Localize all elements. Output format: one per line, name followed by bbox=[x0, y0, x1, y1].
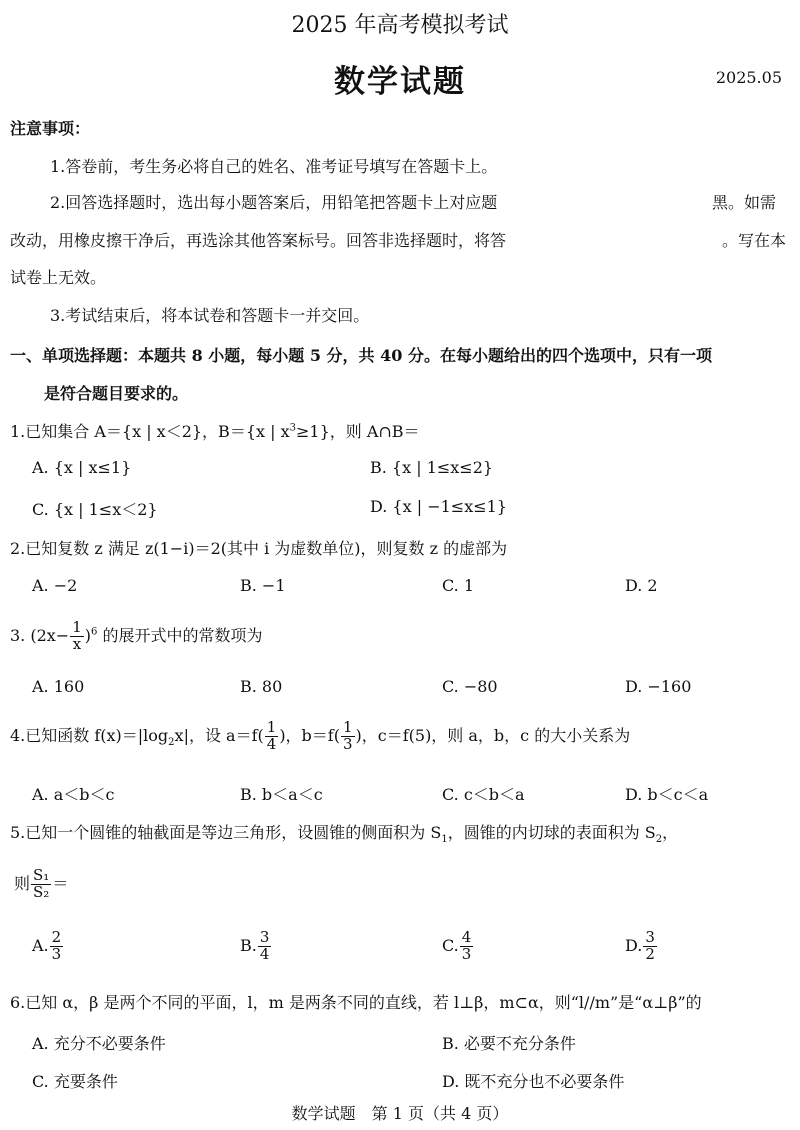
q1-option-a: A. {x | x≤1} bbox=[32, 458, 132, 477]
q3-option-c: C. −80 bbox=[442, 677, 498, 696]
q3-stem-c: 的展开式中的常数项为 bbox=[97, 625, 263, 645]
q5-option-c-denominator: 3 bbox=[461, 944, 472, 963]
q3-option-d: D. −160 bbox=[625, 677, 692, 696]
q1-stem-a: 1.已知集合 A＝{x | x＜2}，B＝{x | x bbox=[10, 422, 290, 441]
q6-option-d: D. 既不充分也不必要条件 bbox=[442, 1072, 625, 1091]
q5-option-b-denominator: 4 bbox=[259, 944, 270, 963]
q2-option-a: A. −2 bbox=[32, 576, 78, 595]
q5-option-b-numerator: 3 bbox=[259, 928, 270, 946]
exam-subtitle: 2025 年高考模拟考试 bbox=[291, 13, 509, 38]
q1-stem bbox=[10, 419, 420, 442]
q4-option-a: A. a＜b＜c bbox=[32, 785, 115, 804]
section-1-heading-line-1: 一、单项选择题：本题共 8 小题，每小题 5 分，共 40 分。在每小题给出的四个选项中，只有一项 bbox=[10, 346, 712, 365]
notice-item-1: 1.答卷前，考生务必将自己的姓名、准考证号填写在答题卡上。 bbox=[50, 157, 498, 176]
q5-stem-ratio bbox=[14, 868, 68, 901]
q5-option-d-denominator: 2 bbox=[645, 944, 655, 963]
q5-subscript-2: 2 bbox=[655, 834, 663, 846]
q4-option-d: D. b＜c＜a bbox=[625, 785, 709, 804]
page-footer: 数学试题 第 1 页（共 4 页） bbox=[291, 1104, 509, 1123]
notice-occlusion bbox=[566, 180, 710, 256]
q6-option-b: B. 必要不充分条件 bbox=[442, 1034, 576, 1053]
q3-fraction-denominator: x bbox=[72, 634, 82, 653]
q4-fraction-1-denominator: 4 bbox=[266, 734, 277, 753]
q5-option-b bbox=[240, 930, 272, 963]
section-1-heading-line-2: 是符合题目要求的。 bbox=[44, 384, 189, 403]
q5-option-d-label: D. bbox=[625, 935, 643, 955]
q3-fraction-numerator: 1 bbox=[72, 618, 82, 636]
q5-option-c-fraction bbox=[460, 930, 474, 963]
q1-stem-b: ≥1}，则 A∩B＝ bbox=[295, 422, 420, 441]
q5-option-d-numerator: 3 bbox=[645, 928, 655, 946]
q5-option-a-numerator: 2 bbox=[51, 928, 62, 946]
q4-fraction-2-numerator: 1 bbox=[342, 718, 353, 736]
q5-option-b-fraction bbox=[258, 930, 272, 963]
q4-stem-a: 4.已知函数 f(x)＝|log bbox=[10, 725, 169, 745]
q1-option-c: C. {x | 1≤x＜2} bbox=[32, 500, 158, 519]
q5-option-c bbox=[442, 930, 474, 963]
q1-option-b: B. {x | 1≤x≤2} bbox=[370, 458, 494, 477]
q3-stem-b: ) bbox=[84, 625, 91, 645]
q4-option-b: B. b＜a＜c bbox=[240, 785, 323, 804]
q5-stem bbox=[10, 820, 678, 845]
q5-option-d bbox=[625, 930, 658, 963]
q4-stem bbox=[10, 720, 630, 753]
q5-subscript-1: 1 bbox=[441, 834, 448, 846]
q1-exponent: 3 bbox=[289, 422, 296, 434]
notice-item-2-line-3: 试卷上无效。 bbox=[10, 268, 107, 287]
q4-option-c: C. c＜b＜a bbox=[442, 785, 525, 804]
q6-stem: 6.已知 α，β 是两个不同的平面，l，m 是两条不同的直线，若 l⊥β，m⊂α，则“l//m”是“α⊥β”的 bbox=[10, 993, 702, 1012]
q5-option-c-label: C. bbox=[442, 935, 459, 955]
notice-item-3: 3.考试结束后，将本试卷和答题卡一并交回。 bbox=[50, 306, 370, 325]
q5-option-b-label: B. bbox=[240, 935, 257, 955]
q2-option-b: B. −1 bbox=[240, 576, 286, 595]
q5-stem-b: ，圆锥的内切球的表面积为 S bbox=[447, 823, 656, 842]
q5-option-a bbox=[32, 930, 64, 963]
q3-stem-a: 3. (2x− bbox=[10, 625, 70, 645]
q3-option-b: B. 80 bbox=[240, 677, 283, 696]
q5-option-a-denominator: 3 bbox=[51, 944, 62, 963]
q4-subscript: 2 bbox=[168, 736, 175, 748]
q4-fraction-2-denominator: 3 bbox=[342, 734, 353, 753]
q4-stem-d: )，c＝f(5)，则 a，b，c 的大小关系为 bbox=[355, 725, 631, 745]
q6-option-a: A. 充分不必要条件 bbox=[32, 1034, 166, 1053]
notice-title: 注意事项： bbox=[10, 119, 91, 138]
q4-stem-c: )，b＝f( bbox=[279, 725, 340, 745]
q5-ratio-fraction bbox=[31, 868, 51, 901]
notice-item-2-line-2: 改动，用橡皮擦干净后，再选涂其他答案标号。回答非选择题时，将答 bbox=[10, 231, 507, 250]
q3-exponent: 6 bbox=[91, 626, 98, 638]
q5-stem-c: ， bbox=[662, 823, 679, 842]
q3-option-a: A. 160 bbox=[32, 677, 85, 696]
q5-then: 则 bbox=[14, 873, 31, 893]
q4-fraction-2 bbox=[341, 720, 355, 753]
q3-fraction bbox=[70, 620, 84, 653]
q4-fraction-1 bbox=[265, 720, 279, 753]
exam-title: 数学试题 bbox=[334, 64, 466, 100]
q5-option-a-label: A. bbox=[32, 935, 49, 955]
exam-date: 2025.05 bbox=[715, 68, 782, 87]
notice-item-2-line-1-tail: 黑。如需 bbox=[712, 193, 777, 212]
q5-option-d-fraction bbox=[643, 930, 657, 963]
notice-item-2-line-1: 2.回答选择题时，选出每小题答案后，用铅笔把答题卡上对应题 bbox=[50, 193, 498, 212]
q5-ratio-denominator: S₂ bbox=[33, 882, 50, 901]
q5-ratio-numerator: S₁ bbox=[33, 866, 50, 884]
q5-option-a-fraction bbox=[50, 930, 64, 963]
q3-stem bbox=[10, 620, 262, 653]
q2-option-d: D. 2 bbox=[625, 576, 658, 595]
q6-option-c: C. 充要条件 bbox=[32, 1072, 118, 1091]
q2-option-c: C. 1 bbox=[442, 576, 475, 595]
q5-option-c-numerator: 4 bbox=[461, 928, 472, 946]
q5-equals: ＝ bbox=[52, 873, 69, 893]
q4-fraction-1-numerator: 1 bbox=[266, 718, 277, 736]
q1-option-d: D. {x | −1≤x≤1} bbox=[370, 497, 507, 516]
q4-stem-b: x|，设 a＝f( bbox=[174, 725, 264, 745]
q5-stem-a: 5.已知一个圆锥的轴截面是等边三角形，设圆锥的侧面积为 S bbox=[10, 823, 442, 842]
notice-item-2-line-2-tail: 。写在本 bbox=[722, 231, 787, 250]
q2-stem: 2.已知复数 z 满足 z(1−i)＝2(其中 i 为虚数单位)，则复数 z 的虚部为 bbox=[10, 539, 508, 558]
